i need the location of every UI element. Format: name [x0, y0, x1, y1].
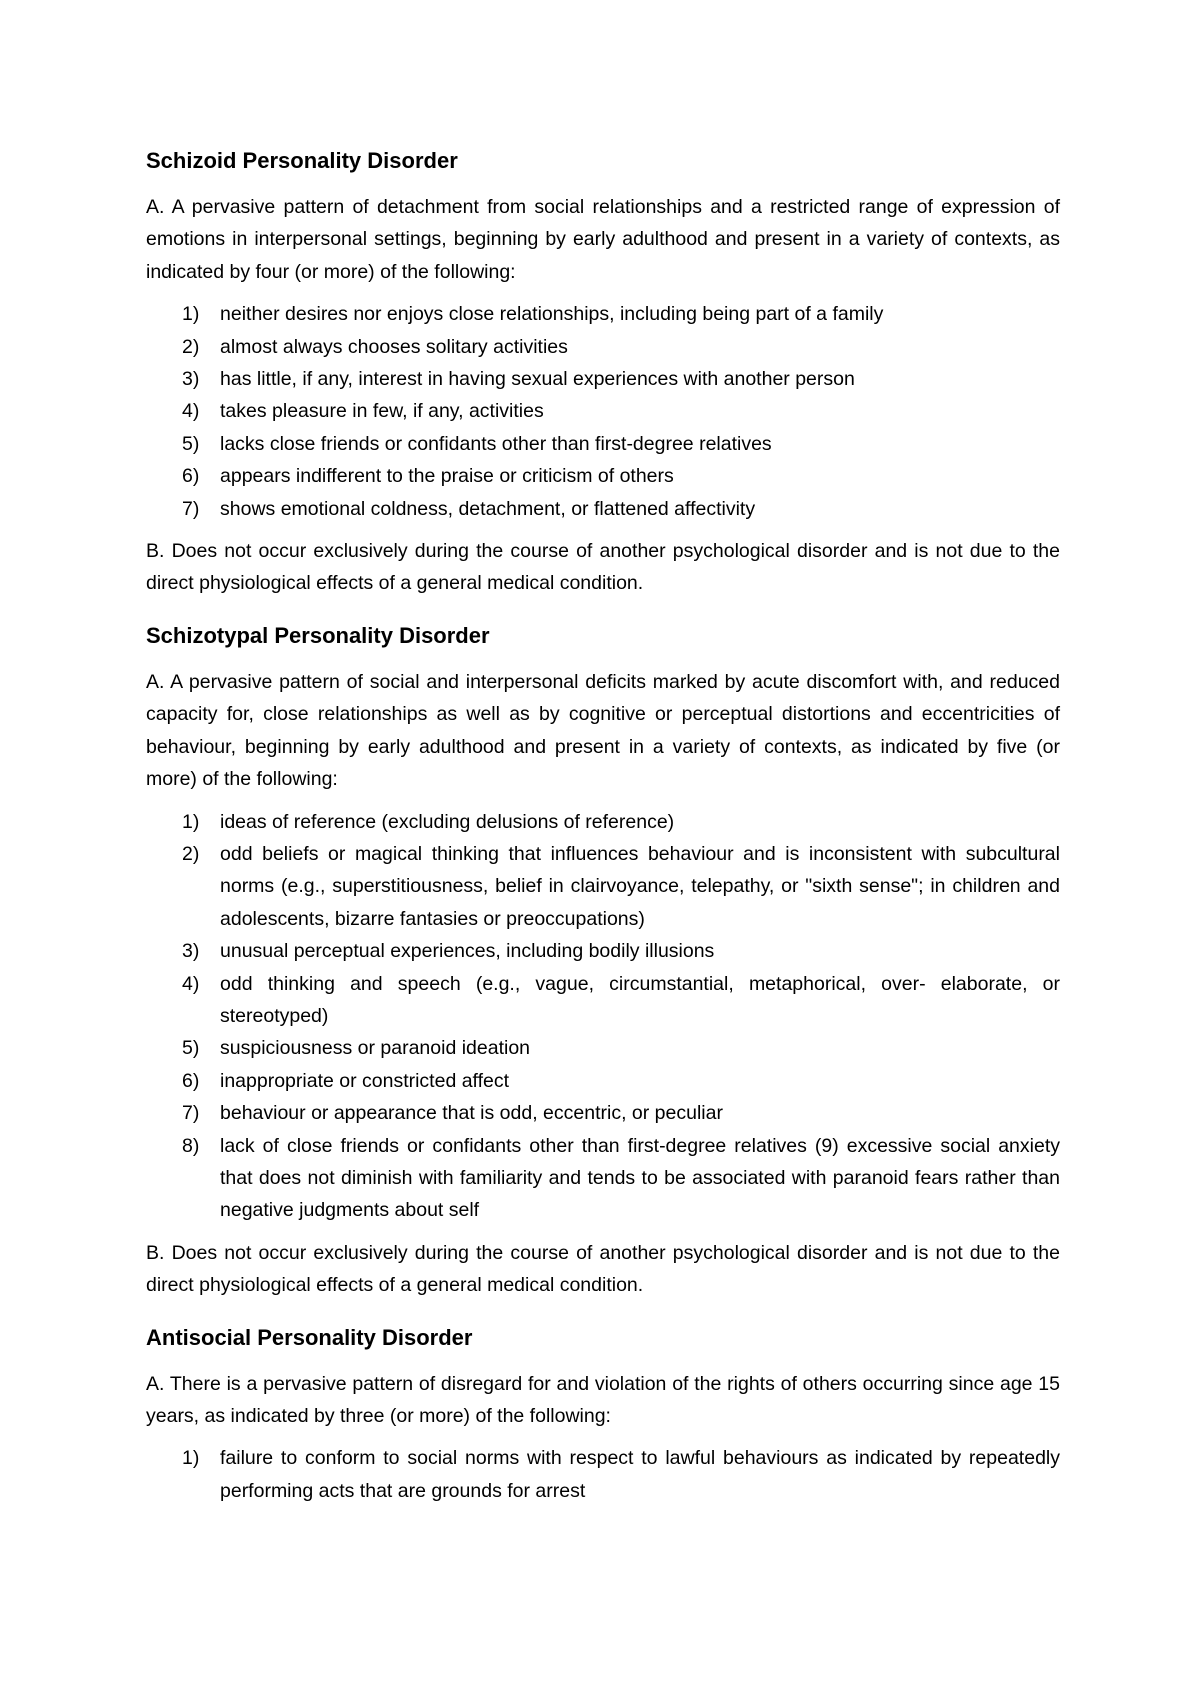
criteria-list	[146, 1442, 1060, 1507]
list-item-text: odd beliefs or magical thinking that influences behaviour and is inconsistent with subcultural norms (e.g., superstitiousness, belief in clairvoyance, telepathy, or "sixth sense"; in children and adolescents, bizarre fantasies or preoccupations)	[220, 842, 1060, 930]
list-item	[146, 935, 1060, 967]
section-heading: Schizotypal Personality Disorder	[146, 622, 490, 648]
list-item	[146, 298, 1060, 330]
list-item-text: lacks close friends or confidants other than first-degree relatives	[220, 432, 772, 455]
list-number: 3)	[182, 368, 200, 391]
list-number: 8)	[182, 1134, 200, 1157]
list-item	[146, 460, 1060, 492]
criteria-list	[146, 298, 1060, 525]
list-item-text: unusual perceptual experiences, including bodily illusions	[220, 940, 715, 963]
list-item	[146, 428, 1060, 460]
document-body	[146, 145, 1060, 1517]
list-item-text: inappropriate or constricted affect	[220, 1069, 510, 1092]
list-item-text: neither desires nor enjoys close relationships, including being part of a family	[220, 303, 884, 326]
list-item-text: failure to conform to social norms with respect to lawful behaviours as indicated by repeatedly performing acts that are grounds for arrest	[220, 1447, 1060, 1502]
list-item	[146, 806, 1060, 838]
criterion-a: A. A pervasive pattern of detachment from social relationships and a restricted range of expression of emotions in interpersonal settings, beginning by early adulthood and present in a variety of contexts, as indicated by four (or more) of the following:	[146, 196, 1060, 283]
list-item	[146, 968, 1060, 1033]
criterion-a: A. A pervasive pattern of social and interpersonal deficits marked by acute discomfort with, and reduced capacity for, close relationships as well as by cognitive or perceptual distortions and eccentricities of behaviour, beginning by early adulthood and present in a variety of contexts, as indicated by five (or more) of the following:	[146, 670, 1060, 791]
list-number: 4)	[182, 400, 200, 423]
list-number: 1)	[182, 810, 200, 833]
criteria-list	[146, 806, 1060, 1227]
list-item	[146, 1065, 1060, 1097]
list-number: 7)	[182, 497, 200, 520]
list-item-text: has little, if any, interest in having sexual experiences with another person	[220, 368, 855, 391]
list-number: 6)	[182, 465, 200, 488]
list-item	[146, 1442, 1060, 1507]
list-number: 3)	[182, 940, 200, 963]
section-heading: Antisocial Personality Disorder	[146, 1324, 473, 1350]
section-antisocial	[146, 1322, 1060, 1508]
list-item	[146, 331, 1060, 363]
criterion-b: B. Does not occur exclusively during the course of another psychological disorder and is not due to the direct physiological effects of a general medical condition.	[146, 540, 1060, 595]
list-item-text: odd thinking and speech (e.g., vague, circumstantial, metaphorical, over- elaborate, or stereotyped)	[220, 972, 1060, 1027]
list-item-text: takes pleasure in few, if any, activities	[220, 400, 544, 423]
list-number: 1)	[182, 1447, 200, 1470]
list-item	[146, 1097, 1060, 1129]
criterion-b: B. Does not occur exclusively during the course of another psychological disorder and is not due to the direct physiological effects of a general medical condition.	[146, 1241, 1060, 1297]
list-number: 2)	[182, 335, 200, 358]
list-item-text: almost always chooses solitary activities	[220, 335, 568, 358]
list-item	[146, 1032, 1060, 1064]
list-item	[146, 1130, 1060, 1227]
list-item	[146, 395, 1060, 427]
list-item	[146, 363, 1060, 395]
list-item-text: behaviour or appearance that is odd, eccentric, or peculiar	[220, 1102, 723, 1125]
criterion-a: A. There is a pervasive pattern of disregard for and violation of the rights of others occurring since age 15 years, as indicated by three (or more) of the following:	[146, 1372, 1060, 1427]
list-number: 6)	[182, 1069, 200, 1092]
list-item-text: appears indifferent to the praise or criticism of others	[220, 465, 674, 488]
list-number: 1)	[182, 303, 200, 326]
list-number: 5)	[182, 1037, 200, 1060]
list-item-text: ideas of reference (excluding delusions of reference)	[220, 810, 675, 833]
section-schizoid	[146, 145, 1060, 600]
section-heading: Schizoid Personality Disorder	[146, 148, 458, 173]
list-item-text: suspiciousness or paranoid ideation	[220, 1037, 531, 1060]
list-number: 7)	[182, 1102, 200, 1125]
section-schizotypal	[146, 620, 1060, 1302]
list-number: 4)	[182, 972, 200, 995]
list-number: 5)	[182, 432, 200, 455]
list-item	[146, 838, 1060, 935]
list-item-text: lack of close friends or confidants other than first-degree relatives (9) excessive social anxiety that does not diminish with familiarity and tends to be associated with paranoid fears rather than negative judgments about self	[220, 1134, 1060, 1222]
list-item-text: shows emotional coldness, detachment, or flattened affectivity	[220, 497, 756, 520]
list-number: 2)	[182, 842, 200, 865]
list-item	[146, 493, 1060, 525]
